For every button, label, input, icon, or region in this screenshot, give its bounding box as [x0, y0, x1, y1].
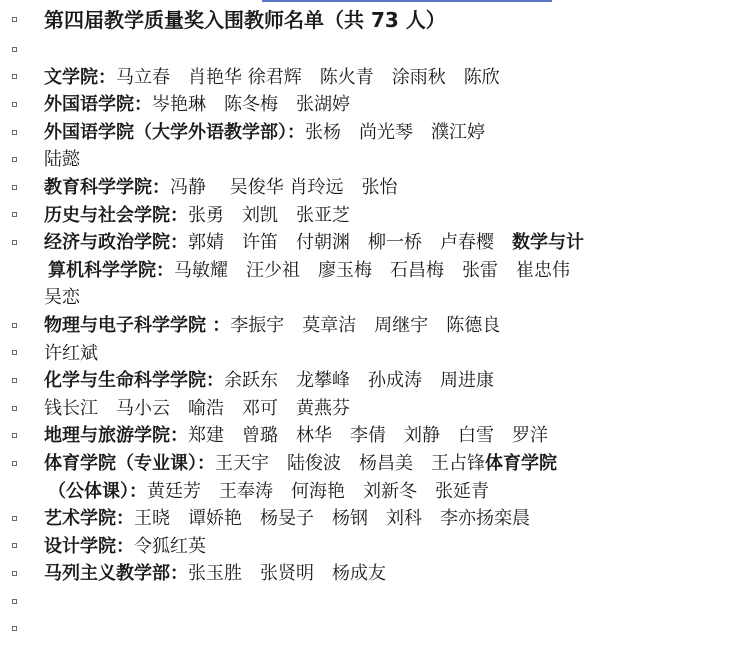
list-item	[0, 395, 751, 423]
line-text	[48, 257, 570, 285]
paragraph-mark-icon	[12, 461, 17, 466]
list-item	[0, 615, 751, 643]
department-label: 经济与政治学院：	[44, 232, 188, 254]
department-label: 文学院：	[44, 66, 116, 88]
teacher-names: 马立春 肖艳华 徐君辉 陈火青 涂雨秋 陈欣	[116, 66, 500, 88]
department-label: 地理与旅游学院：	[44, 425, 188, 447]
department-label: 历史与社会学院：	[44, 204, 188, 226]
list-item-wrapped	[0, 257, 751, 285]
list-item	[0, 64, 751, 92]
list-item	[0, 91, 751, 119]
paragraph-mark-icon	[12, 626, 17, 631]
department-label: （公体课）：	[48, 480, 147, 502]
paragraph-mark-icon	[12, 323, 17, 328]
teacher-names: 令狐红英	[134, 535, 206, 557]
paragraph-mark-icon	[12, 599, 17, 604]
line-text	[44, 367, 494, 395]
line-text	[44, 395, 350, 423]
line-text	[44, 450, 557, 478]
list-item	[0, 533, 751, 561]
paragraph-mark-icon	[12, 350, 17, 355]
line-text	[44, 422, 548, 450]
teacher-names: 余跃东 龙攀峰 孙成涛 周进康	[224, 370, 494, 392]
department-label-continued: 体育学院	[485, 452, 557, 474]
teacher-names: 陆懿	[44, 149, 80, 171]
paragraph-mark-icon	[12, 102, 17, 107]
selection-top-border	[262, 0, 552, 2]
list-item	[0, 146, 751, 174]
paragraph-mark-icon	[12, 130, 17, 135]
teacher-names: 张杨 尚光琴 濮江婷	[305, 121, 485, 143]
department-label: 教育科学学院：	[44, 176, 170, 198]
list-item	[0, 119, 751, 147]
line-text	[44, 340, 98, 368]
teacher-names: 钱长江 马小云 喻浩 邓可 黄燕芬	[44, 397, 350, 419]
list-item-wrapped	[0, 478, 751, 506]
paragraph-mark-icon	[12, 543, 17, 548]
list-item	[0, 422, 751, 450]
teacher-names: 马敏耀 汪少祖 廖玉梅 石昌梅 张雷 崔忠伟	[174, 259, 570, 281]
department-label: 艺术学院：	[44, 508, 134, 530]
department-label: 化学与生命科学学院：	[44, 370, 224, 392]
paragraph-mark-icon	[12, 433, 17, 438]
teacher-names: 王晓 谭娇艳 杨旻子 杨钢 刘科 李亦扬栾晨	[134, 508, 530, 530]
teacher-names: 许红斌	[44, 342, 98, 364]
teacher-names: 黄廷芳 王奉涛 何海艳 刘新冬 张延青	[147, 480, 489, 502]
list-item	[0, 174, 751, 202]
line-text	[44, 312, 500, 340]
line-text	[44, 560, 386, 588]
line-text	[44, 174, 397, 202]
paragraph-mark-icon	[12, 378, 17, 383]
list-item	[0, 367, 751, 395]
department-label: 设计学院：	[44, 535, 134, 557]
list-item	[0, 229, 751, 257]
line-text	[44, 64, 500, 92]
paragraph-mark-icon	[12, 240, 17, 245]
line-text	[44, 91, 350, 119]
teacher-names: 王天宇 陆俊波 杨昌美 王占锋	[215, 452, 485, 474]
document-title-row	[0, 4, 751, 36]
department-label: 马列主义教学部：	[44, 563, 188, 585]
teacher-names: 张勇 刘凯 张亚芝	[188, 204, 350, 226]
teacher-names: 吴恋	[44, 287, 80, 309]
line-text	[44, 284, 80, 312]
list-item	[0, 505, 751, 533]
line-text	[44, 146, 80, 174]
paragraph-mark-icon	[12, 17, 17, 22]
teacher-names: 郭婧 许笛 付朝渊 柳一桥 卢春樱	[188, 232, 494, 254]
list-item	[0, 312, 751, 340]
line-text	[44, 202, 350, 230]
line-text	[44, 505, 530, 533]
department-label: 外国语学院：	[44, 94, 152, 116]
teacher-names: 岑艳琳 陈冬梅 张湖婷	[152, 94, 350, 116]
department-label-continued: 数学与计	[512, 232, 584, 254]
document-body[interactable]	[0, 4, 751, 643]
department-label: 算机科学学院：	[48, 259, 174, 281]
paragraph-mark-icon	[12, 212, 17, 217]
line-text	[48, 478, 489, 506]
list-item	[0, 340, 751, 368]
department-label: 外国语学院（大学外语教学部）：	[44, 121, 305, 143]
list-item	[0, 560, 751, 588]
paragraph-mark-icon	[12, 157, 17, 162]
paragraph-mark-icon	[12, 406, 17, 411]
list-item-wrapped	[0, 284, 751, 312]
line-text	[44, 229, 584, 257]
teacher-names: 李振宇 莫章洁 周继宇 陈德良	[230, 314, 501, 336]
paragraph-mark-icon	[12, 74, 17, 79]
list-item	[0, 36, 751, 64]
list-item	[0, 202, 751, 230]
paragraph-mark-icon	[12, 516, 17, 521]
paragraph-mark-icon	[12, 47, 17, 52]
department-label: 体育学院（专业课）：	[44, 452, 215, 474]
document-title: 第四届教学质量奖入围教师名单（共 73 人）	[44, 8, 446, 32]
department-label: 物理与电子科学学院 ：	[44, 314, 231, 336]
line-text	[44, 533, 206, 561]
list-item	[0, 588, 751, 616]
line-text	[44, 119, 485, 147]
teacher-names: 郑建 曾璐 林华 李倩 刘静 白雪 罗洋	[188, 425, 548, 447]
teacher-names: 冯静 吴俊华 肖玲远 张怡	[170, 176, 398, 198]
teacher-names: 张玉胜 张贤明 杨成友	[188, 563, 386, 585]
paragraph-mark-icon	[12, 185, 17, 190]
list-item	[0, 450, 751, 478]
paragraph-mark-icon	[12, 571, 17, 576]
